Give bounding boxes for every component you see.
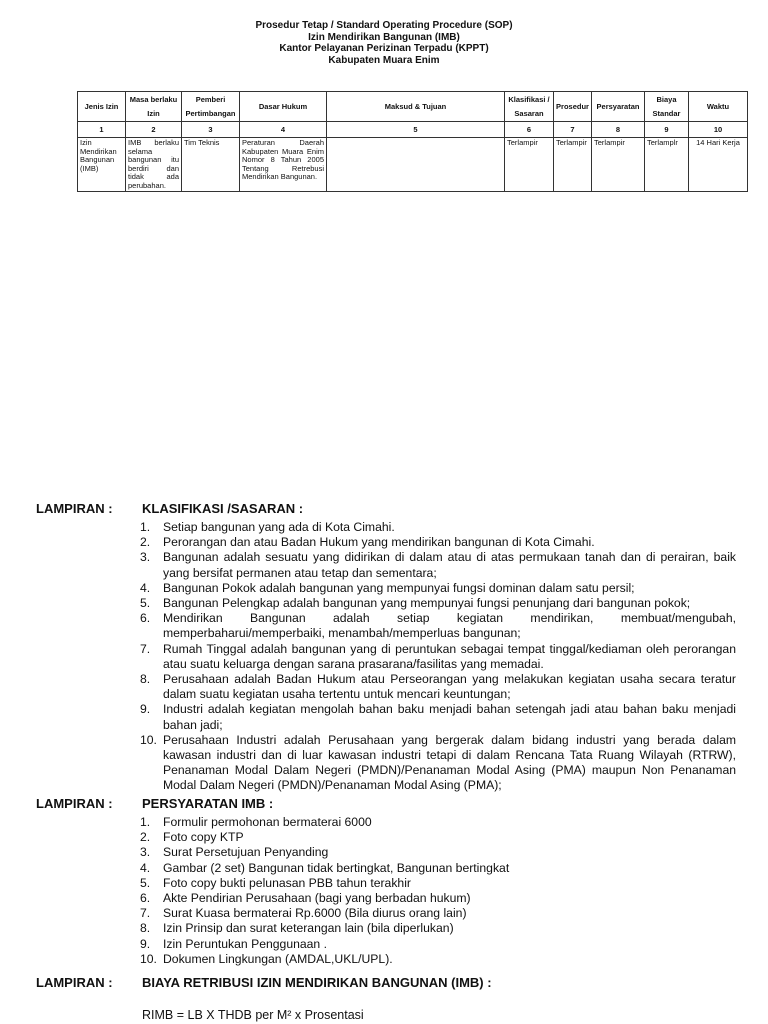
persyaratan-list — [36, 815, 736, 967]
list-item: 4. Bangunan Pokok adalah bangunan yang mempunyai fungsi dominan dalam satu persil; — [140, 580, 635, 595]
header-title-region: Kabupaten Muara Enim — [328, 54, 440, 66]
header-cell: Prosedur — [554, 92, 592, 122]
cell-masa-berlaku: IMB berlaku selama bangunan itu berdiri dan tidak ada perubahan. — [126, 138, 182, 192]
cell-prosedur: Terlampir — [554, 138, 592, 192]
lampiran-label: LAMPIRAN : — [36, 975, 113, 990]
column-number: 5 — [327, 122, 505, 138]
header-title-sop: Prosedur Tetap / Standard Operating Procedure (SOP) — [255, 20, 513, 31]
list-item: 6. Akte Pendirian Perusahaan (bagi yang berbadan hukum) — [140, 891, 471, 906]
section-title-biaya: BIAYA RETRIBUSI IZIN MENDIRIKAN BANGUNAN (IMB) : — [142, 975, 492, 990]
header-title-office: Kantor Pelayanan Perizinan Terpadu (KPPT) — [279, 43, 489, 54]
list-item: 5. Foto copy bukti pelunasan PBB tahun terakhir — [140, 875, 411, 890]
list-item: 4. Gambar (2 set) Bangunan tidak bertingkat, Bangunan bertingkat — [140, 860, 510, 875]
list-item: 9. Industri adalah kegiatan mengolah bahan baku menjadi bahan setengah jadi atau bahan baku menjadi bahan jadi; — [140, 702, 736, 732]
list-item: 3. Bangunan adalah sesuatu yang didirikan di dalam atau di atas permukaan tanah dan di perairan, baik yang bersifat permanen atau tetap dan sementara; — [140, 550, 736, 580]
header-cell: Maksud & Tujuan — [327, 92, 505, 122]
list-item: 9. Izin Peruntukan Penggunaan . — [140, 936, 327, 951]
column-number: 3 — [182, 122, 240, 138]
header-cell: Klasifikasi / Sasaran — [505, 92, 554, 122]
cell-persyaratan: Terlampir — [592, 138, 645, 192]
header-cell: Dasar Hukum — [240, 92, 327, 122]
list-item: 2. Perorangan dan atau Badan Hukum yang mendirikan bangunan di Kota Cimahi. — [140, 535, 595, 550]
lampiran-biaya-section — [36, 975, 736, 994]
list-item: 10. Perusahaan Industri adalah Perusahaan yang bergerak dalam bidang industri yang berada dalam kawasan industri dan di luar kawasan industri tetapi di dalam Rencana Tata Ruang Wilayah (RTRW), Penanaman Modal Dalam Negeri (PMDN)/Penanaman Modal Asing (PMA) maupun Non Penanaman Modal Dalam Negeri (PMDN)/Penanaman Modal Asing (PMA); — [140, 732, 736, 793]
list-item: 7. Surat Kuasa bermaterai Rp.6000 (Bila diurus orang lain) — [140, 906, 467, 921]
cell-dasar-hukum: Peraturan Daerah Kabupaten Muara Enim Nomor 8 Tahun 2005 Tentang Retrebusi Mendirikan Bangunan. — [240, 138, 327, 192]
table-number-row — [78, 122, 748, 138]
list-item: 5. Bangunan Pelengkap adalah bangunan yang mempunyai fungsi penunjang dari bangunan pokok; — [140, 596, 691, 611]
list-item: 8. Izin Prinsip dan surat keterangan lain (bila diperlukan) — [140, 921, 454, 936]
header-cell: Waktu — [689, 92, 748, 122]
cell-waktu: 14 Hari Kerja — [689, 138, 748, 192]
list-item: 1. Setiap bangunan yang ada di Kota Cimahi. — [140, 520, 395, 534]
cell-klasifikasi: Terlampir — [505, 138, 554, 192]
list-item: 6. Mendirikan Bangunan adalah setiap kegiatan mendirikan, membuat/mengubah, memperbaharui/memperbaiki, menambah/memperluas bangunan; — [140, 611, 736, 641]
cell-biaya-standar: Terlamplr — [645, 138, 689, 192]
list-item: 2. Foto copy KTP — [140, 830, 244, 845]
table-header-row — [78, 92, 748, 122]
column-number: 2 — [126, 122, 182, 138]
lampiran-persyaratan-section — [36, 796, 736, 967]
retribusi-formula: RIMB = LB X THDB per M² x Prosentasi — [142, 1008, 364, 1022]
column-number: 1 — [78, 122, 126, 138]
cell-maksud-tujuan — [327, 138, 505, 192]
cell-jenis-izin: Izin Mendirikan Bangunan (IMB) — [78, 138, 126, 192]
header-cell: Jenis Izin — [78, 92, 126, 122]
lampiran-label: LAMPIRAN : — [36, 796, 113, 811]
column-number: 9 — [645, 122, 689, 138]
column-number: 4 — [240, 122, 327, 138]
column-number: 10 — [689, 122, 748, 138]
column-number: 6 — [505, 122, 554, 138]
header-cell: Masa berlaku Izin — [126, 92, 182, 122]
list-item: 3. Surat Persetujuan Penyanding — [140, 845, 329, 860]
section-title-klasifikasi: KLASIFIKASI /SASARAN : — [142, 501, 304, 516]
header-cell: Persyaratan — [592, 92, 645, 122]
list-item: 8. Perusahaan adalah Badan Hukum atau Perseorangan yang melakukan kegiatan usaha secara teratur dalam suatu kegiatan usaha tertentu untuk mencari keuntungan; — [140, 672, 736, 702]
header-cell: Biaya Standar — [645, 92, 689, 122]
klasifikasi-list — [36, 520, 736, 794]
column-number: 7 — [554, 122, 592, 138]
cell-pemberi-pertimbangan: Tim Teknis — [182, 138, 240, 192]
list-item: 7. Rumah Tinggal adalah bangunan yang di peruntukan sebagai tempat tinggal/kediaman oleh perorangan atau suatu keluarga dengan sarana prasarana/fasilitas yang memadai. — [140, 641, 736, 671]
column-number: 8 — [592, 122, 645, 138]
lampiran-label: LAMPIRAN : — [36, 501, 113, 516]
lampiran-klasifikasi-section — [36, 501, 736, 794]
document-header — [0, 20, 768, 66]
table-row — [78, 138, 748, 192]
section-title-persyaratan: PERSYARATAN IMB : — [142, 796, 274, 811]
header-title-imb: Izin Mendirikan Bangunan (IMB) — [308, 31, 460, 43]
header-cell: Pemberi Pertimbangan — [182, 92, 240, 122]
list-item: 10. Dokumen Lingkungan (AMDAL,UKL/UPL). — [140, 951, 393, 966]
list-item: 1. Formulir permohonan bermaterai 6000 — [140, 815, 372, 829]
sop-table — [77, 91, 748, 192]
